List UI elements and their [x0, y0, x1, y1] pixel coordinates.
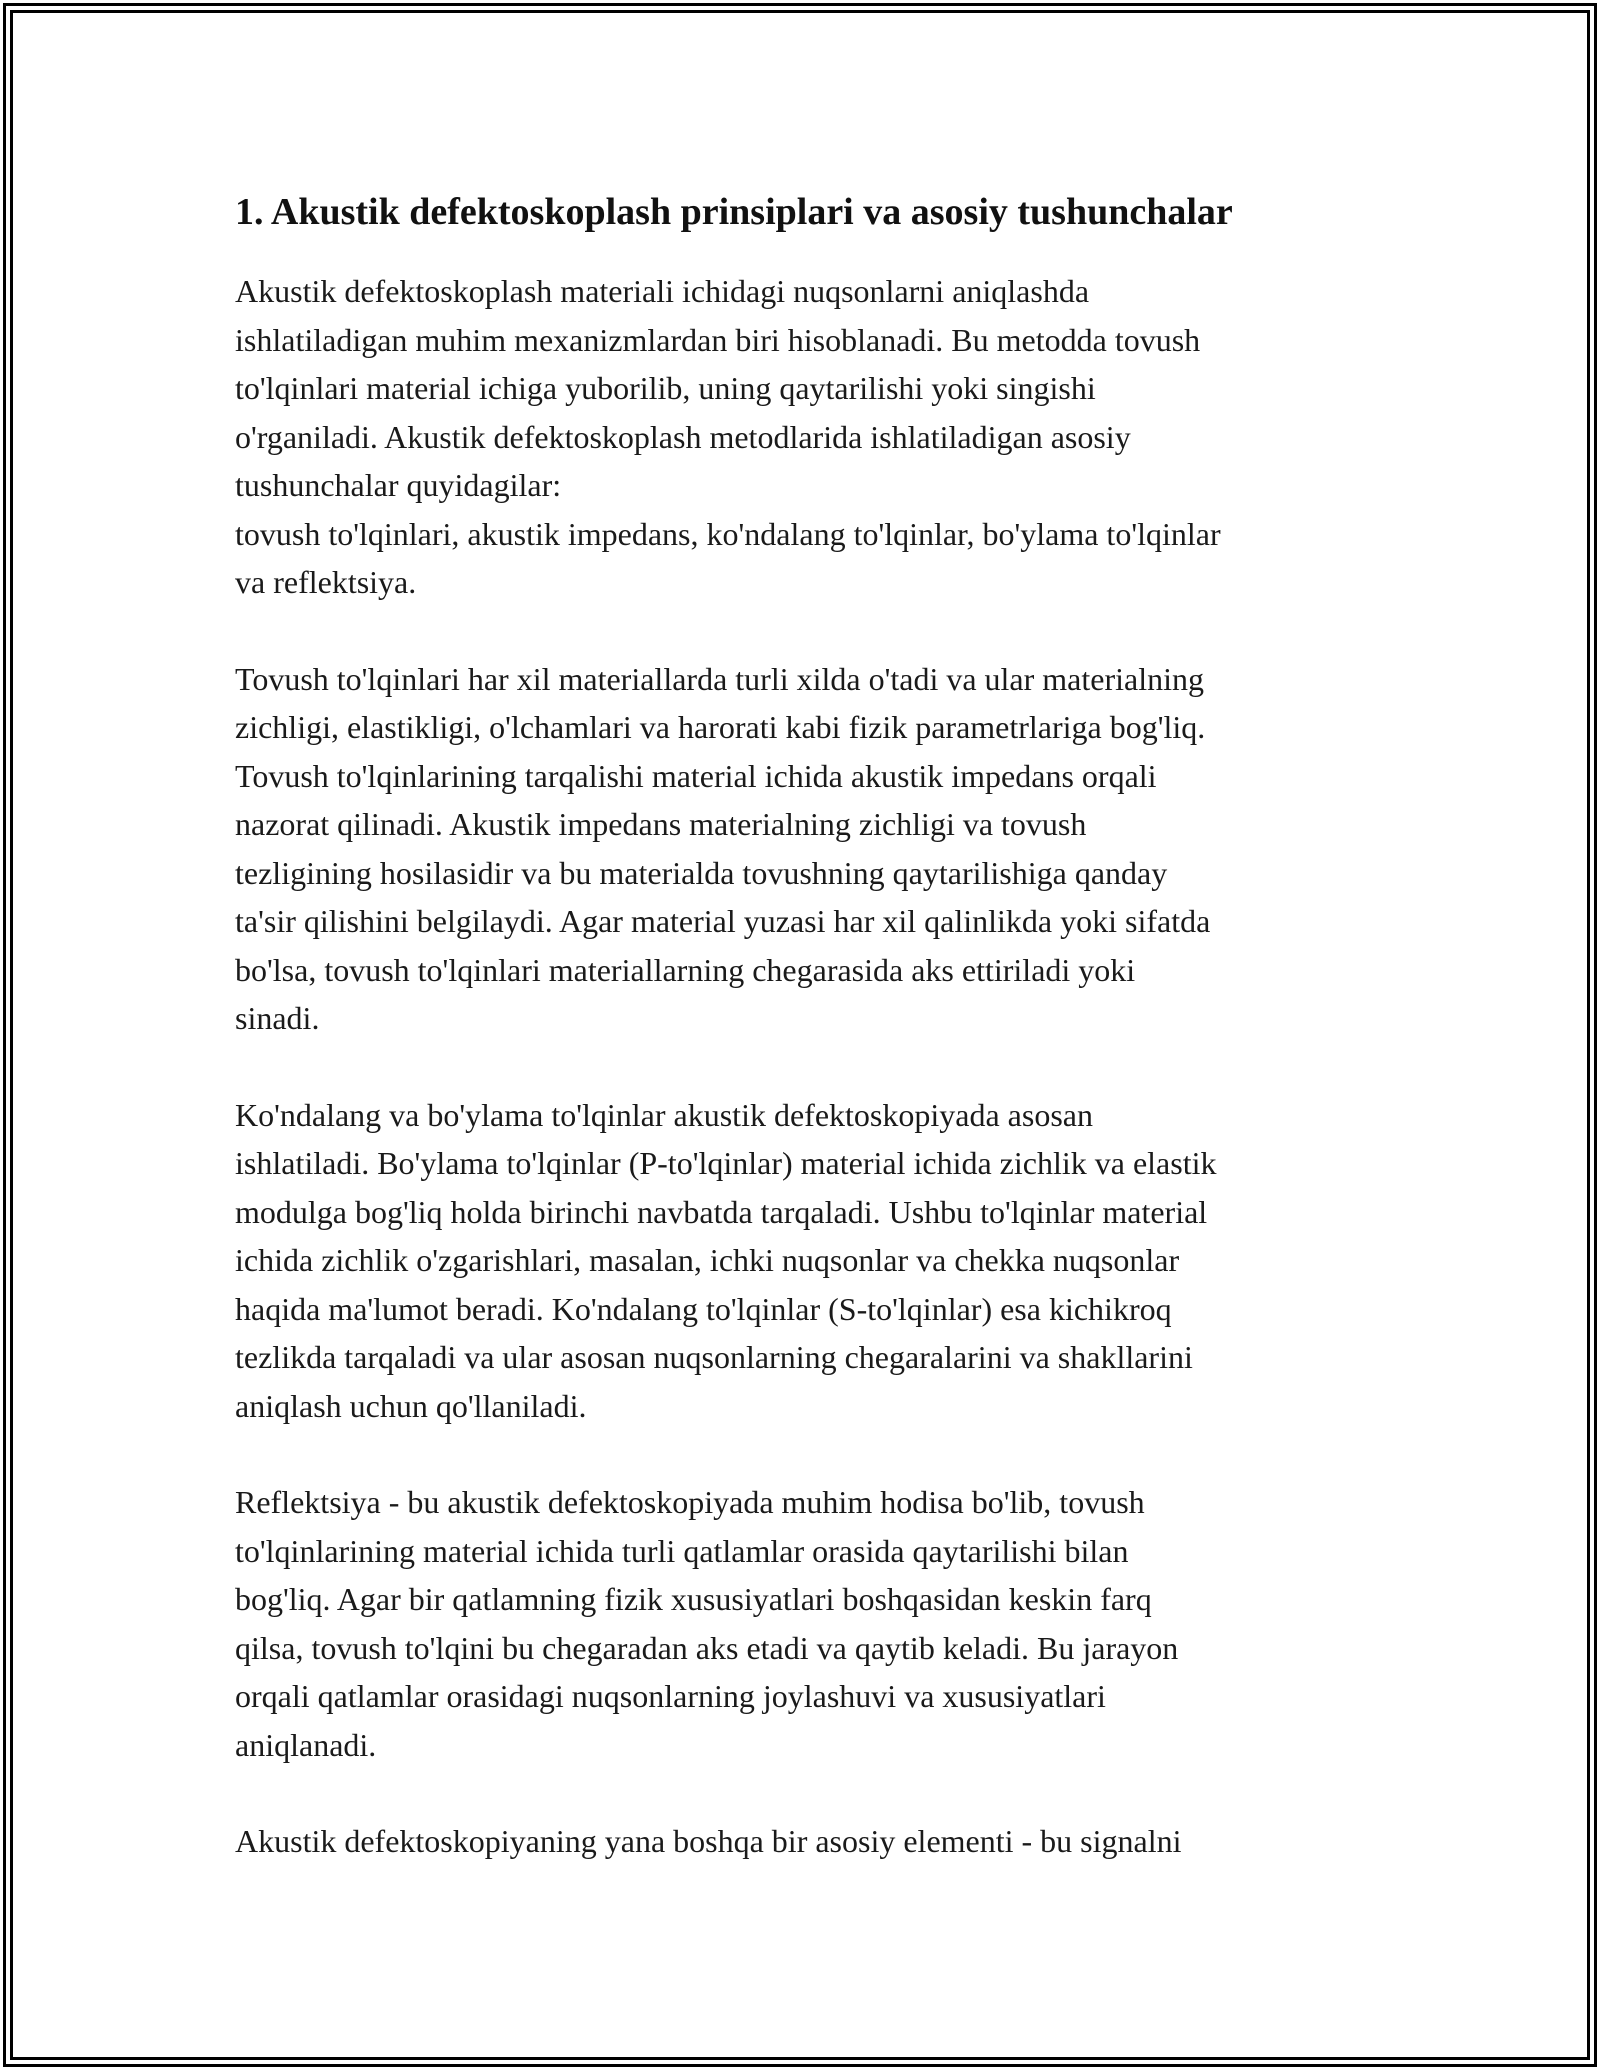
paragraph-sound-waves: Tovush to'lqinlari har xil materiallarda turli xilda o'tadi va ular materialning zichligi, elastikligi, o'lchamlari va harorati kabi fizik parametrlariga bog'liq. Tovush to'lqinlarining tarqalishi material ichida akustik impedans orqali nazorat qilinadi. Akustik impedans materialning zichligi va tovush tezligining hosilasidir va bu materialda tovushning qaytarilishiga qanday ta'sir qilishini belgilaydi. Agar material yuzasi har xil qalinlikda yoki sifatda bo'lsa, tovush to'lqinlari materiallarning chegarasida aks ettiriladi yoki sinadi. [235, 660, 1211, 1036]
paragraph-signal: Akustik defektoskopiyaning yana boshqa bir asosiy elementi - bu signalni [235, 1823, 1182, 1859]
paragraph-wave-types: Ko'ndalang va bo'ylama to'lqinlar akustik defektoskopiyada asosan ishlatiladi. Bo'ylama to'lqinlar (P-to'lqinlar) material ichida zichlik va elastik modulga bog'liq holda birinchi navbatda tarqaladi. Ushbu to'lqinlar material ichida zichlik o'zgarishlari, masalan, ichki nuqsonlar va chekka nuqsonlar haqida ma'lumot beradi. Ko'ndalang to'lqinlar (S-to'lqinlar) esa kichikroq tezlikda tarqaladi va ular asosan nuqsonlarning chegaralarini va shakllarini aniqlash uchun qo'llaniladi. [235, 1096, 1217, 1424]
paragraph-intro: Akustik defektoskoplash materiali ichidagi nuqsonlarni aniqlashda ishlatiladigan muhim mexanizmlardan biri hisoblanadi. Bu metodda tovush to'lqinlari material ichiga yuborilib, uning qaytarilishi yoki singishi o'rganiladi. Akustik defektoskoplash metodlarida ishlatiladigan asosiy tushunchalar quyidagilar: tovush to'lqinlari, akustik impedans, ko'ndalang to'lqinlar, bo'ylama to'lqinlar va reflektsiya. [235, 273, 1221, 600]
document-body [235, 185, 1375, 1914]
paragraph-reflection: Reflektsiya - bu akustik defektoskopiyada muhim hodisa bo'lib, tovush to'lqinlarining material ichida turli qatlamlar orasida qaytarilishi bilan bog'liq. Agar bir qatlamning fizik xususiyatlari boshqasidan keskin farq qilsa, tovush to'lqini bu chegaradan aks etadi va qaytib keladi. Bu jarayon orqali qatlamlar orasidagi nuqsonlarning joylashuvi va xususiyatlari aniqlanadi. [235, 1484, 1179, 1763]
section-heading: 1. Akustik defektoskoplash prinsiplari va asosiy tushunchalar [235, 191, 1233, 233]
